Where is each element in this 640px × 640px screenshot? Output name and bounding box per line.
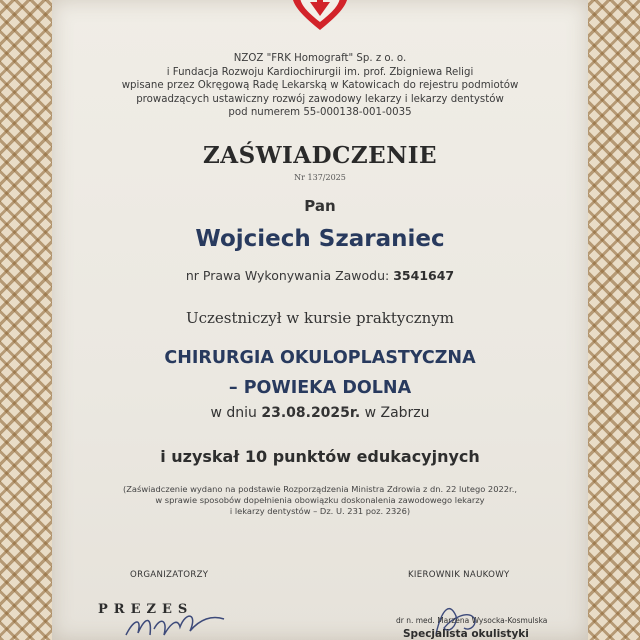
organization-line: wpisane przez Okręgową Radę Lekarską w Katowicach do rejestru podmiotów xyxy=(121,80,519,91)
supervisor-name: dr n. med. Marzena Wysocka-Kosmulska xyxy=(396,616,548,625)
date-prefix: w dniu xyxy=(210,405,257,421)
organization-line: pod numerem 55-000138-001-0035 xyxy=(228,107,412,118)
legal-line: (Zaświadczenie wydano na podstawie Rozporządzenia Ministra Zdrowia z dn. 22 lutego 2022r., xyxy=(123,484,517,494)
course-title-line-1: CHIRURGIA OKULOPLASTYCZNA xyxy=(164,348,476,368)
decorative-border-right xyxy=(580,0,640,640)
supervisor-label: KIEROWNIK NAUKOWY xyxy=(408,570,510,580)
licence-label: nr Prawa Wykonywania Zawodu: xyxy=(185,268,390,283)
legal-note xyxy=(60,484,580,517)
decorative-border-left xyxy=(0,0,60,640)
president-signature xyxy=(120,605,235,640)
course-title-line-2: – POWIEKA DOLNA xyxy=(228,378,412,398)
points-text: i uzyskał 10 punktów edukacyjnych xyxy=(160,447,480,466)
certificate-title: ZAŚWIADCZENIE xyxy=(202,142,438,169)
date-value: 23.08.2025r. xyxy=(261,405,361,421)
organization-line: i Fundacja Rozwoju Kardiochirurgii im. prof. Zbigniewa Religi xyxy=(166,66,474,78)
date-line xyxy=(60,405,580,421)
legal-line: w sprawie sposobów dopełnienia obowiązku doskonalenia zawodowego lekarzy xyxy=(155,495,485,505)
organization-line: prowadzących ustawiczny rozwój zawodowy lekarzy i lekarzy dentystów xyxy=(136,93,504,105)
organization-block xyxy=(60,52,580,120)
president-label: PREZES xyxy=(98,602,194,617)
course-title xyxy=(60,343,580,403)
recipient-name: Wojciech Szaraniec xyxy=(195,226,445,252)
salutation: Pan xyxy=(304,197,336,215)
certificate-number: Nr 137/2025 xyxy=(294,173,346,182)
organizers-label: ORGANIZATORZY xyxy=(130,570,209,580)
licence-number: 3541647 xyxy=(393,268,455,283)
supervisor-specialty: Specjalista okulistyki xyxy=(403,628,529,640)
date-suffix: w Zabrzu xyxy=(364,405,430,421)
legal-line: i lekarzy dentystów – Dz. U. 231 poz. 2326) xyxy=(229,506,411,516)
heart-logo-icon xyxy=(290,0,350,32)
licence-line xyxy=(60,268,580,283)
participation-text: Uczestniczył w kursie praktycznym xyxy=(185,309,455,327)
organization-line: NZOZ "FRK Homograft" Sp. z o. o. xyxy=(233,53,407,64)
